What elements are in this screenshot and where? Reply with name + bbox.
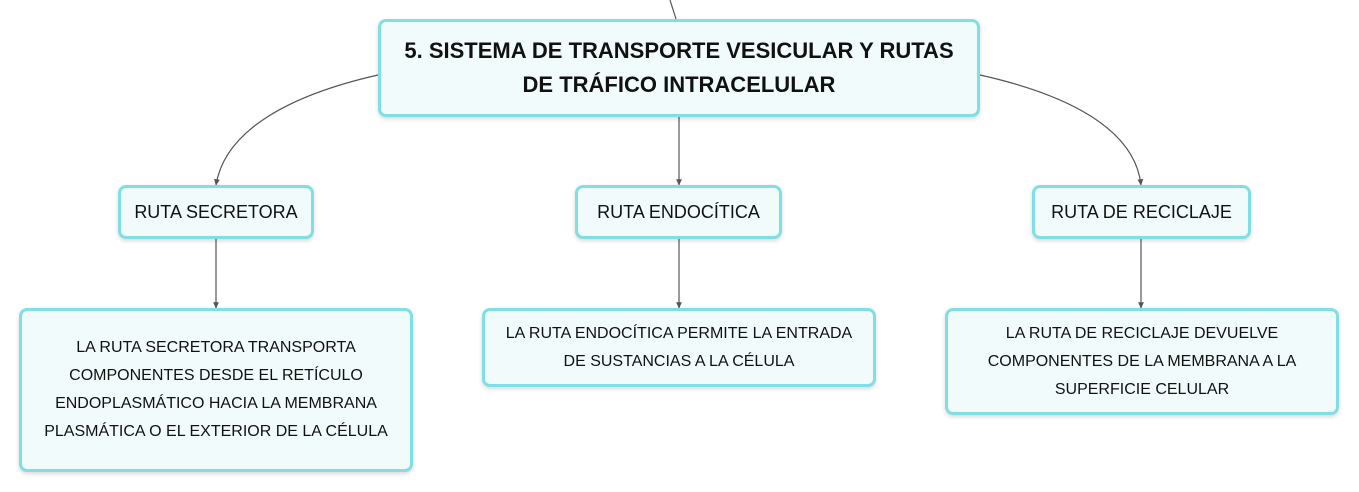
branch-node-ruta-endocitica[interactable]: [575, 185, 782, 239]
parent-connector: [670, 0, 676, 19]
root-topic-line-1: 5. SISTEMA DE TRANSPORTE VESICULAR Y RUTAS: [404, 38, 954, 63]
leaf-text-line: LA RUTA DE RECICLAJE DEVUELVE: [1005, 324, 1279, 342]
leaf-text-line: COMPONENTES DE LA MEMBRANA A LA: [987, 352, 1297, 370]
branch-label: RUTA DE RECICLAJE: [1051, 201, 1232, 222]
root-topic-node[interactable]: [378, 19, 980, 117]
connector-root-secretora: [216, 75, 378, 185]
leaf-text-line: SUPERFICIE CELULAR: [1054, 380, 1230, 398]
leaf-text-line: LA RUTA ENDOCÍTICA PERMITE LA ENTRADA: [505, 324, 853, 342]
leaf-text-line: ENDOPLASMÁTICO HACIA LA MEMBRANA: [55, 395, 377, 412]
leaf-text-line: COMPONENTES DESDE EL RETÍCULO: [69, 367, 363, 384]
leaf-text-line: DE SUSTANCIAS A LA CÉLULA: [563, 352, 795, 370]
leaf-node-ruta-reciclaje-description[interactable]: [945, 308, 1339, 415]
leaf-text-line: LA RUTA SECRETORA TRANSPORTA: [76, 339, 356, 356]
leaf-node-ruta-secretora-description[interactable]: [19, 308, 413, 472]
root-topic-line-2: DE TRÁFICO INTRACELULAR: [522, 72, 836, 97]
branch-label: RUTA SECRETORA: [134, 201, 298, 222]
leaf-node-ruta-endocitica-description[interactable]: [482, 308, 876, 387]
branch-node-ruta-secretora[interactable]: [118, 185, 314, 239]
branch-label: RUTA ENDOCÍTICA: [597, 201, 760, 222]
leaf-text-line: PLASMÁTICA O EL EXTERIOR DE LA CÉLULA: [44, 423, 388, 440]
branch-node-ruta-reciclaje[interactable]: [1032, 185, 1251, 239]
connector-root-reciclaje: [980, 75, 1141, 185]
